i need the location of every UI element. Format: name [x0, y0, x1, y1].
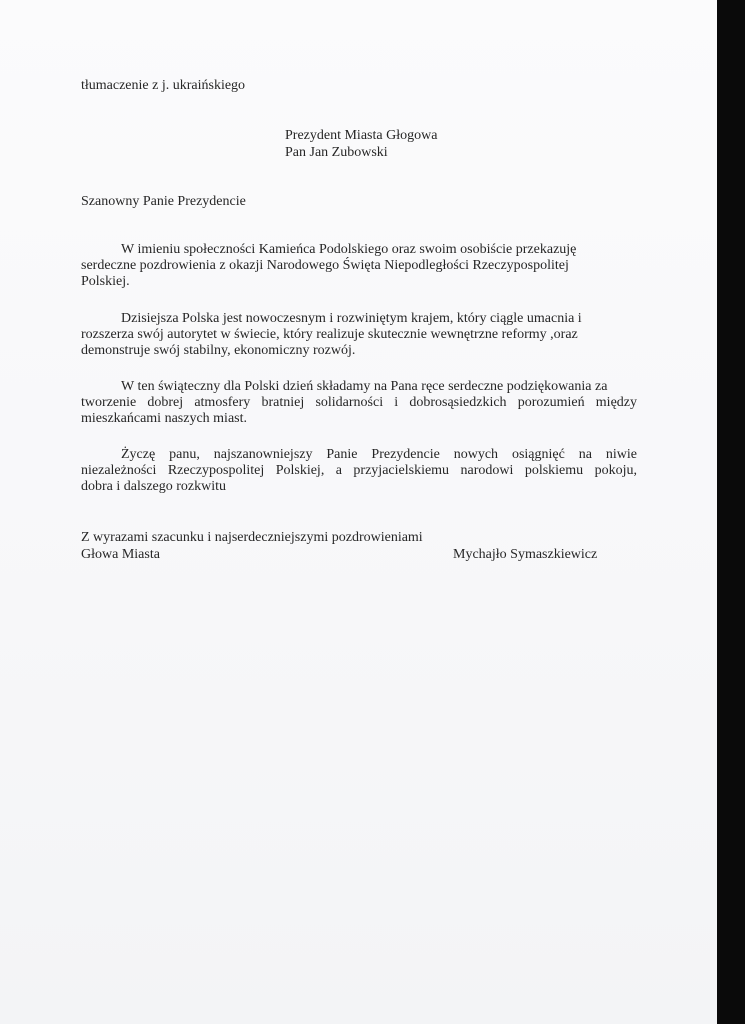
paragraph-1-line-1: W imieniu społeczności Kamieńca Podolskiego oraz swoim osobiście przekazuję: [121, 242, 577, 257]
paragraph-2-line-3: demonstruje swój stabilny, ekonomiczny rozwój.: [81, 343, 356, 358]
paragraph-2-line-2: rozszerza swój autorytet w świecie, który realizuje skutecznie wewnętrzne reformy ,oraz: [81, 327, 578, 342]
paragraph-4-line-2: niezależności Rzeczypospolitej Polskiej, a przyjacielskiemu narodowi polskiemu pokoju,: [81, 463, 637, 478]
paragraph-4: [81, 447, 637, 495]
paragraph-3-line-2: tworzenie dobrej atmosfery bratniej solidarności i dobrosąsiedzkich porozumień między: [81, 395, 637, 410]
closing-regards: Z wyrazami szacunku i najserdeczniejszymi pozdrowieniami: [81, 530, 423, 545]
signatory-name: Mychajło Symaszkiewicz: [453, 547, 598, 562]
paragraph-2: [81, 311, 637, 359]
salutation: Szanowny Panie Prezydencie: [81, 194, 246, 209]
recipient-line-2: Pan Jan Zubowski: [285, 145, 388, 160]
paragraph-3-line-1: W ten świąteczny dla Polski dzień składamy na Pana ręce serdeczne podziękowania za: [121, 379, 608, 394]
recipient-line-1: Prezydent Miasta Głogowa: [285, 128, 438, 143]
paragraph-2-line-1: Dzisiejsza Polska jest nowoczesnym i rozwiniętym krajem, który ciągle umacnia i: [121, 311, 582, 326]
paragraph-3: [81, 379, 637, 427]
translation-note: tłumaczenie z j. ukraińskiego: [81, 78, 246, 93]
paragraph-4-line-3: dobra i dalszego rozkwitu: [81, 479, 227, 494]
paragraph-4-line-1: Życzę panu, najszanowniejszy Panie Prezydencie nowych osiągnięć na niwie: [121, 447, 637, 462]
paragraph-1-line-2: serdeczne pozdrowienia z okazji Narodowego Święta Niepodległości Rzeczypospolitej: [81, 258, 569, 273]
scan-border: [717, 0, 745, 1024]
paragraph-1-line-3: Polskiej.: [81, 274, 130, 289]
paragraph-3-line-3: mieszkańcami naszych miast.: [81, 411, 247, 426]
closing-title: Głowa Miasta: [81, 547, 160, 562]
paragraph-1: [81, 242, 637, 290]
